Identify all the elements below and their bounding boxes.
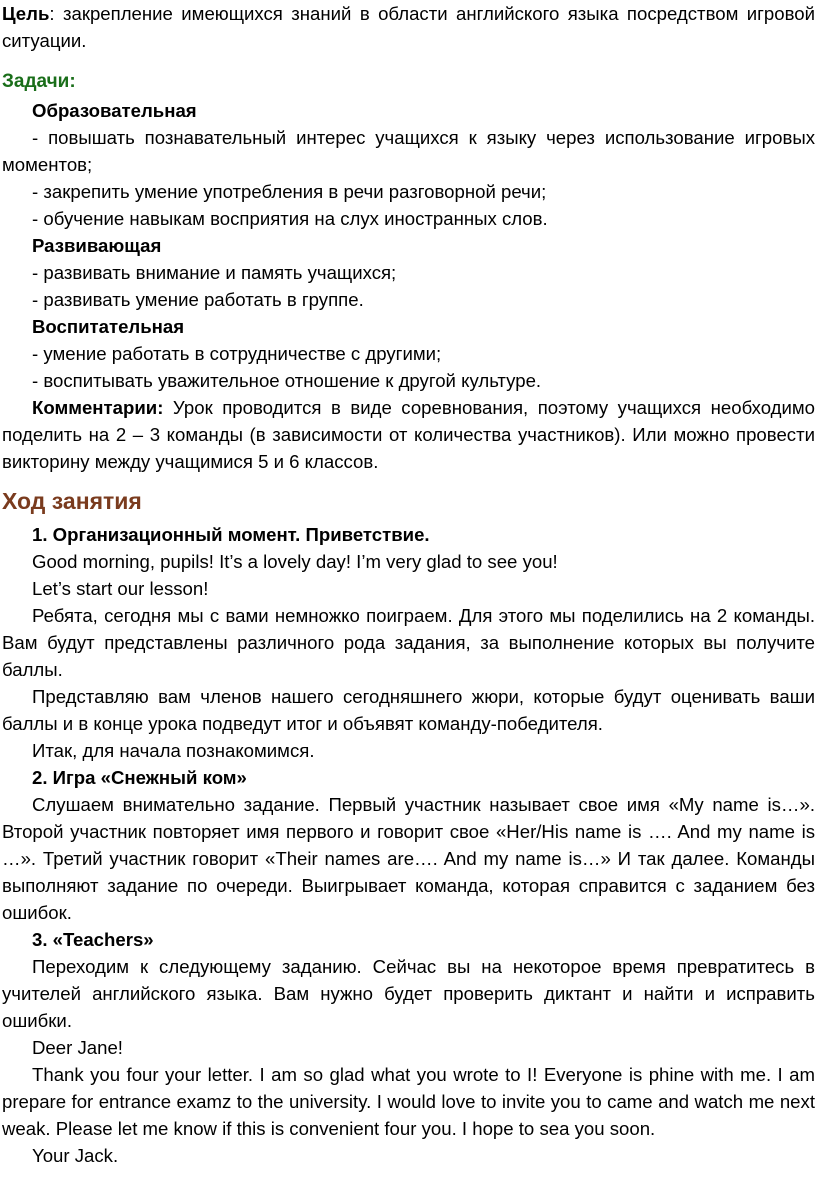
developing-item: - развивать умение работать в группе. — [32, 289, 364, 310]
step1-paragraph: Представляю вам членов нашего сегодняшнего жюри, которые будут оценивать ваши баллы и в конце урока подведут итог и объявят команду-победителя. — [2, 686, 815, 734]
comments-text: Урок проводится в виде соревнования, поэтому учащихся необходимо поделить на 2 – 3 команды (в зависимости от количества участников). Или можно провести викторину между учащимися 5 и 6 классов. — [2, 397, 815, 472]
educational-heading: Образовательная — [32, 100, 197, 121]
goal-paragraph — [2, 0, 815, 54]
educational-item: - повышать познавательный интерес учащихся к языку через использование игровых моментов; — [2, 127, 815, 175]
developing-heading: Развивающая — [32, 235, 162, 256]
educational-item: - закрепить умение употребления в речи разговорной речи; — [32, 181, 547, 202]
developing-item: - развивать внимание и память учащихся; — [32, 262, 397, 283]
step1-paragraph: Let’s start our lesson! — [32, 578, 209, 599]
goal-text: : закрепление имеющихся знаний в области английского языка посредством игровой ситуации. — [2, 3, 815, 51]
document-page — [2, 0, 815, 1169]
letter-signature: Your Jack. — [32, 1145, 119, 1166]
upbringing-heading: Воспитательная — [32, 316, 185, 337]
step1-paragraph: Good morning, pupils! It’s a lovely day! I’m very glad to see you! — [32, 551, 558, 572]
comments-label: Комментарии: — [32, 397, 164, 418]
step1-paragraph: Итак, для начала познакомимся. — [32, 740, 315, 761]
lesson-heading: Ход занятия — [2, 488, 142, 514]
comments-paragraph — [2, 394, 815, 475]
step1-paragraph: Ребята, сегодня мы с вами немножко поиграем. Для этого мы поделились на 2 команды. Вам будут представлены различного рода задания, за выполнение которых вы получите баллы. — [2, 605, 815, 680]
letter-body: Thank you four your letter. I am so glad what you wrote to I! Everyone is phine with me. I am prepare for entrance examz to the university. I would love to invite you to came and watch me next weak. Please let me know if this is convenient four you. I hope to sea you soon. — [2, 1064, 815, 1139]
step1-heading: 1. Организационный момент. Приветствие. — [32, 524, 430, 545]
upbringing-item: - умение работать в сотрудничестве с другими; — [32, 343, 442, 364]
step2-paragraph: Слушаем внимательно задание. Первый участник называет свое имя «My name is…». Второй участник повторяет имя первого и говорит свое «Her/His name is …. And my name is …». Третий участник говорит «Their names are…. And my name is…» И так далее. Команды выполняют задание по очереди. Выигрывает команда, которая справится с заданием без ошибок. — [2, 794, 815, 923]
goal-label: Цель — [2, 3, 50, 24]
upbringing-item: - воспитывать уважительное отношение к другой культуре. — [32, 370, 542, 391]
step2-heading: 2. Игра «Снежный ком» — [32, 767, 247, 788]
letter-greeting: Deer Jane! — [32, 1037, 123, 1058]
step3-paragraph: Переходим к следующему заданию. Сейчас вы на некоторое время превратитесь в учителей английского языка. Вам нужно будет проверить диктант и найти и исправить ошибки. — [2, 956, 815, 1031]
tasks-heading: Задачи: — [2, 71, 76, 92]
step3-heading: 3. «Teachers» — [32, 929, 154, 950]
educational-item: - обучение навыкам восприятия на слух иностранных слов. — [32, 208, 548, 229]
